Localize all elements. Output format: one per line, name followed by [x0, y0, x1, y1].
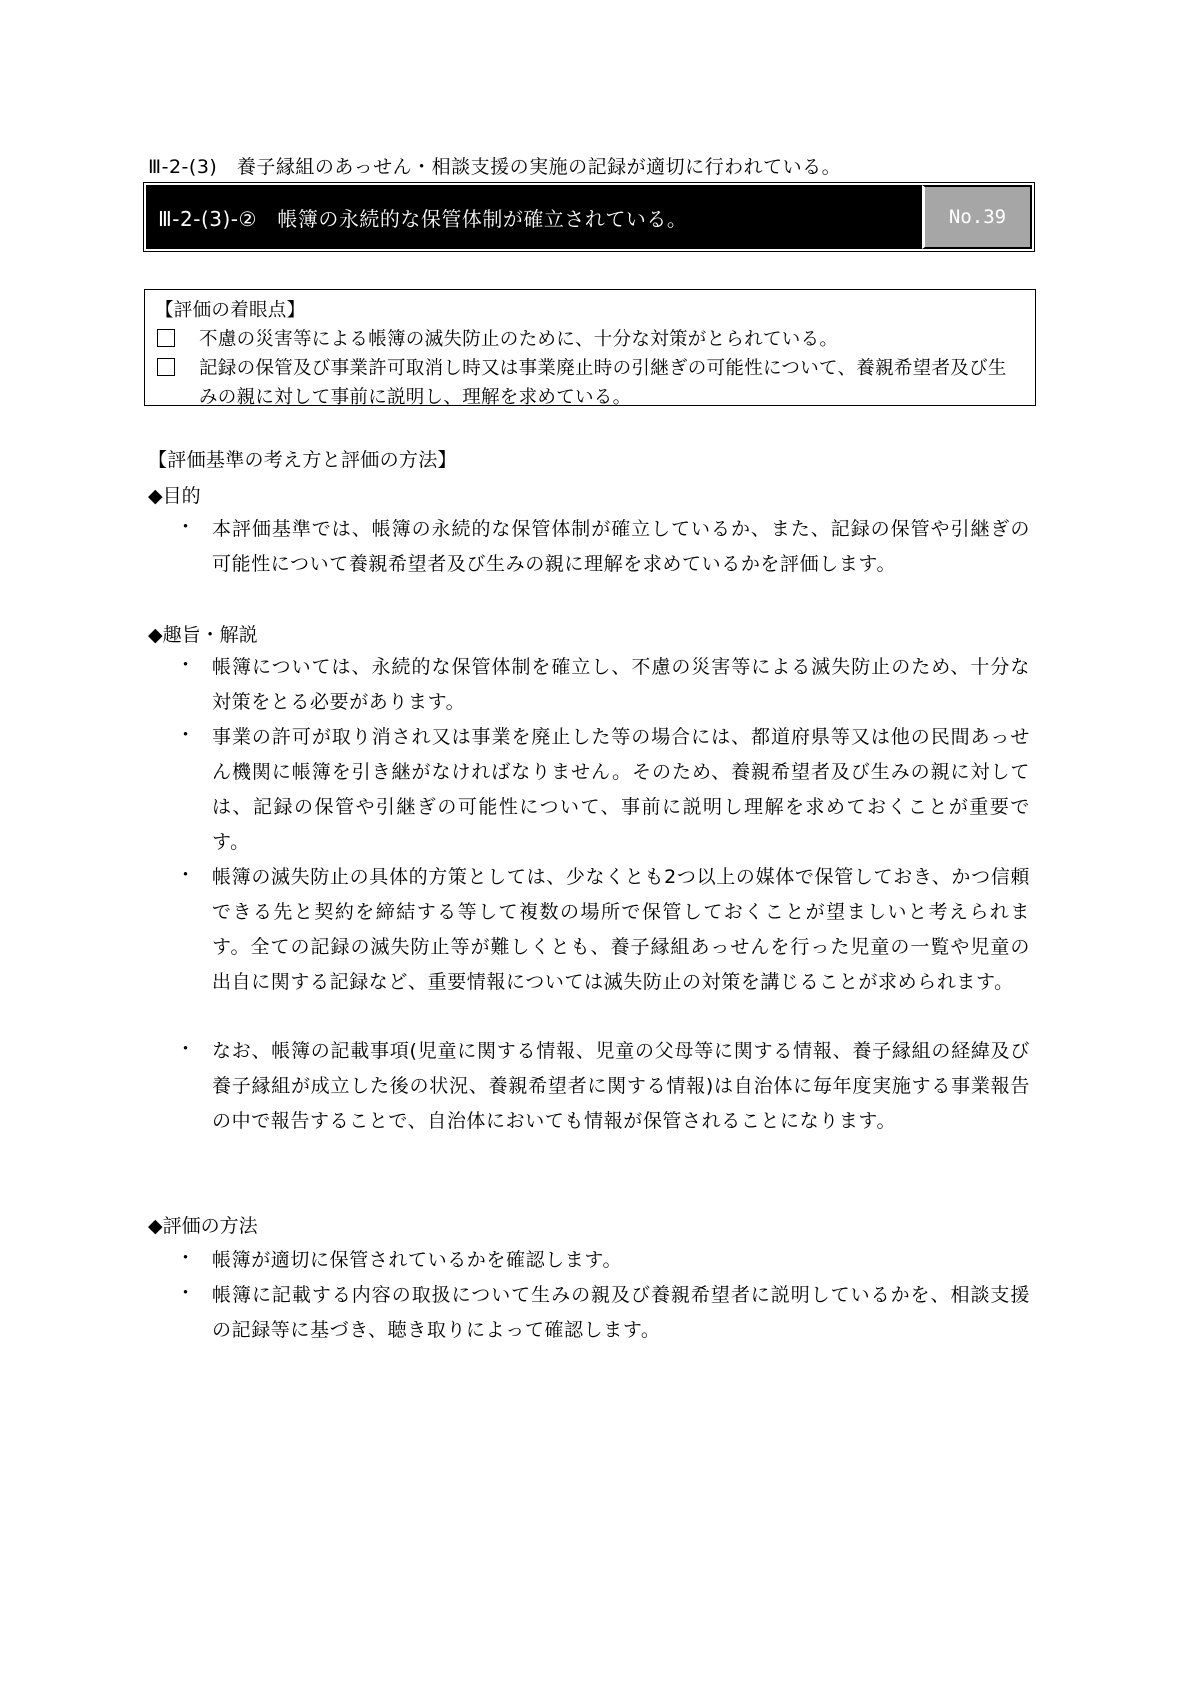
bullet-item	[170, 1278, 1030, 1348]
section-title-method: ◆評価の方法	[148, 1215, 258, 1237]
evaluation-points-title: 【評価の着眼点】	[155, 300, 306, 321]
bullet-text: 帳簿が適切に保管されているかを確認します。	[212, 1249, 623, 1271]
evaluation-points-box	[144, 289, 1036, 406]
criterion-number: No.39	[922, 185, 1032, 249]
bullet-item	[170, 512, 1030, 582]
bullet-item	[170, 720, 1030, 860]
bullet-mark: ・	[176, 864, 196, 886]
criterion-title: Ⅲ-2-(3)-② 帳簿の永続的な保管体制が確立されている。	[146, 185, 922, 249]
bullet-text: 帳簿の滅失防止の具体的方策としては、少なくとも2つ以上の媒体で保管しておき、かつ信頼できる先と契約を締結する等して複数の場所で保管しておくことが望ましいと考えられます。全ての記録の滅失防止等が難しくとも、養子縁組あっせんを行った児童の一覧や児童の出自に関する記録など、重要情報については滅失防止の対策を講じることが求められます。	[212, 866, 1030, 993]
bullet-item	[170, 860, 1030, 1000]
criterion-banner	[143, 182, 1035, 252]
checkbox-icon	[157, 358, 175, 376]
bullet-mark: ・	[176, 654, 196, 676]
bullet-text: 事業の許可が取り消され又は事業を廃止した等の場合には、都道府県等又は他の民間あっせん機関に帳簿を引き継がなければなりません。そのため、養親希望者及び生みの親に対しては、記録の保管や引継ぎの可能性について、事前に説明し理解を求めておくことが重要です。	[212, 726, 1030, 853]
bullet-item	[170, 1034, 1030, 1139]
evaluation-point-item	[157, 325, 1019, 354]
bullet-mark: ・	[176, 516, 196, 538]
bullet-mark: ・	[176, 1247, 196, 1269]
criteria-title: 【評価基準の考え方と評価の方法】	[148, 449, 457, 471]
checkbox-icon	[157, 329, 175, 347]
bullet-mark: ・	[176, 1282, 196, 1304]
bullet-text: 帳簿に記載する内容の取扱について生みの親及び養親希望者に説明しているかを、相談支援の記録等に基づき、聴き取りによって確認します。	[212, 1284, 1030, 1341]
bullet-item	[170, 1243, 1030, 1278]
bullet-item	[170, 650, 1030, 720]
bullet-text: 帳簿については、永続的な保管体制を確立し、不慮の災害等による滅失防止のため、十分な対策をとる必要があります。	[212, 656, 1030, 713]
section-title-purpose: ◆目的	[148, 485, 201, 507]
section-heading: Ⅲ-2-(3) 養子縁組のあっせん・相談支援の実施の記録が適切に行われている。	[148, 156, 842, 178]
evaluation-point-text: 記録の保管及び事業許可取消し時又は事業廃止時の引継ぎの可能性について、養親希望者及び生みの親に対して事前に説明し、理解を求めている。	[199, 358, 1007, 408]
evaluation-point-text: 不慮の災害等による帳簿の滅失防止のために、十分な対策がとられている。	[199, 329, 839, 350]
section-title-explanation: ◆趣旨・解説	[148, 624, 258, 646]
evaluation-point-item	[157, 354, 1019, 412]
bullet-mark: ・	[176, 1038, 196, 1060]
bullet-mark: ・	[176, 724, 196, 746]
bullet-text: 本評価基準では、帳簿の永続的な保管体制が確立しているか、また、記録の保管や引継ぎの可能性について養親希望者及び生みの親に理解を求めているかを評価します。	[212, 518, 1030, 575]
bullet-text: なお、帳簿の記載事項(児童に関する情報、児童の父母等に関する情報、養子縁組の経緯及び養子縁組が成立した後の状況、養親希望者に関する情報)は自治体に毎年度実施する事業報告の中で報告することで、自治体においても情報が保管されることになります。	[212, 1040, 1030, 1132]
